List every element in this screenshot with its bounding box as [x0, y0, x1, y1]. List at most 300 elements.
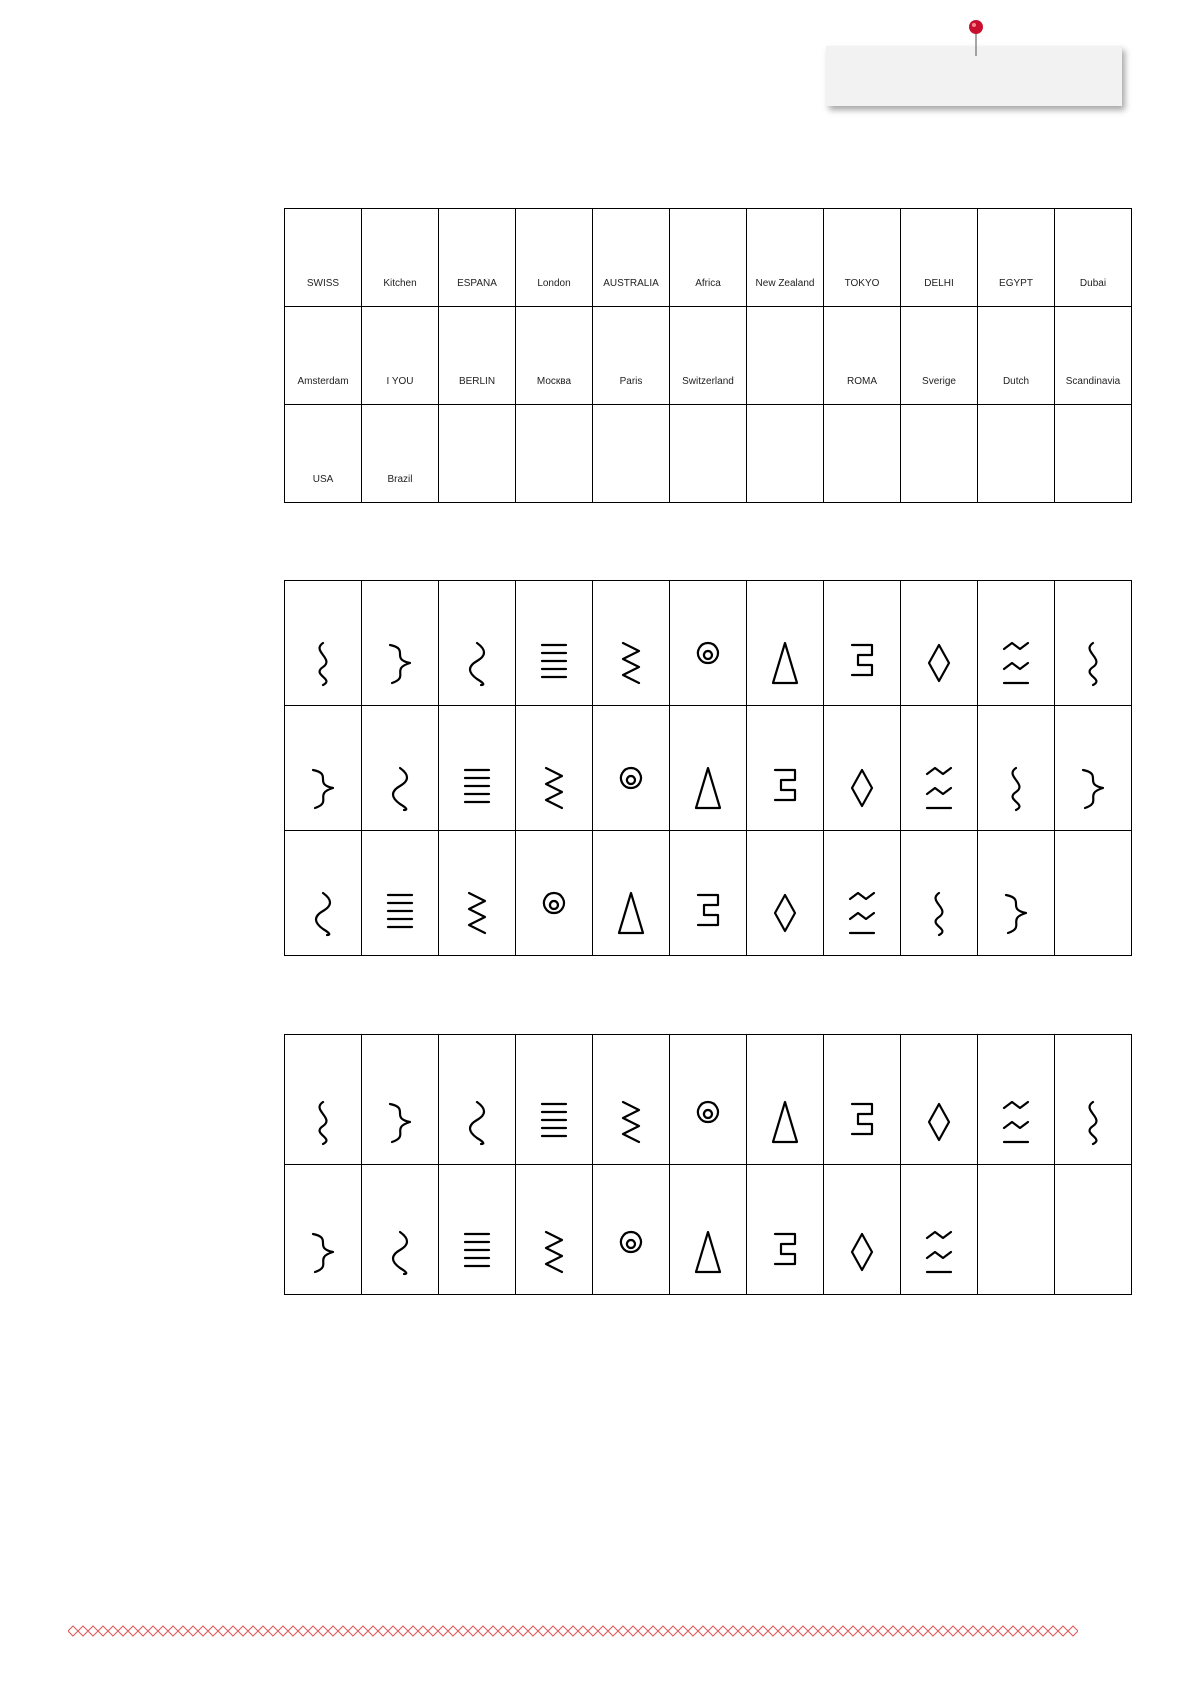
hexagon-chain-icon-path — [619, 893, 643, 933]
diamond-mark — [808, 1626, 818, 1636]
greek-key-icon — [384, 889, 416, 937]
hexagon-chain-icon — [615, 889, 647, 937]
bracket-curl-icon-path — [546, 768, 562, 808]
motif-cell — [824, 1165, 901, 1295]
city-design-cell — [516, 209, 593, 307]
diamond-mark — [688, 1626, 698, 1636]
triangle-chain-icon-path — [469, 893, 485, 933]
city-design-label: Scandinavia — [1065, 376, 1121, 387]
diamond-mark — [478, 1626, 488, 1636]
twin-leaf-icon-path — [927, 768, 951, 808]
step-zigzag-icon-path — [1013, 768, 1020, 810]
heart-loop-icon — [923, 639, 955, 687]
diamond-mark — [948, 1626, 958, 1636]
fan-shell-icon-path — [696, 768, 720, 808]
ornament-cell — [593, 706, 670, 831]
city-design-cell — [978, 405, 1055, 503]
hatch-cross-icon — [692, 1228, 724, 1276]
diamond-mark — [188, 1626, 198, 1636]
diamond-mark — [328, 1626, 338, 1636]
ornament-cell — [670, 706, 747, 831]
diamond-mark — [768, 1626, 778, 1636]
snowflake-flower-icon — [923, 1228, 955, 1276]
diamond-mark — [448, 1626, 458, 1636]
diamond-mark — [198, 1626, 208, 1636]
diamond-mark — [118, 1626, 128, 1636]
diamond-mark — [468, 1626, 478, 1636]
scallop-band-icon-path — [542, 645, 566, 677]
palm-branch-icon — [615, 1098, 647, 1146]
city-design-cell — [747, 307, 824, 405]
diamond-mark — [878, 1626, 888, 1636]
ornament-cell — [978, 706, 1055, 831]
herringbone-icon — [384, 1228, 416, 1276]
city-design-label: Москва — [536, 376, 572, 387]
ornament-cell — [285, 706, 362, 831]
ornament-cell — [362, 831, 439, 956]
leaf-crown-icon-path — [1004, 643, 1028, 683]
city-design-cell — [593, 405, 670, 503]
city-design-cell — [978, 209, 1055, 307]
diamond-mark — [368, 1626, 378, 1636]
city-design-row — [285, 307, 1132, 405]
double-spiral-icon — [307, 764, 339, 812]
city-design-cell — [362, 307, 439, 405]
motif-cell — [593, 1165, 670, 1295]
step-zigzag-icon — [1000, 764, 1032, 812]
half-moon-icon-path — [621, 768, 641, 788]
decorative-diamond-border — [68, 1624, 1078, 1638]
palm-branch-icon-path — [623, 1102, 639, 1142]
diamond-mark — [648, 1626, 658, 1636]
double-spiral-icon-path — [313, 770, 333, 808]
diamond-mark — [158, 1626, 168, 1636]
lattice-oval-icon — [307, 1098, 339, 1146]
bracket-curl-icon — [538, 764, 570, 812]
motif-cell — [1055, 1165, 1132, 1295]
diamond-mark — [1068, 1626, 1078, 1636]
ornament-cell — [516, 706, 593, 831]
motif-cell — [824, 1035, 901, 1165]
city-design-cell — [670, 405, 747, 503]
diamond-mark — [958, 1626, 968, 1636]
bird-branch-icon-path — [470, 1102, 484, 1144]
hatch-cross-icon-path — [696, 1232, 720, 1272]
city-design-cell — [516, 405, 593, 503]
motif-cell — [285, 1165, 362, 1295]
city-design-cell — [1055, 405, 1132, 503]
diamond-mark — [788, 1626, 798, 1636]
diamond-mark — [908, 1626, 918, 1636]
pushpin-icon — [964, 18, 988, 58]
city-design-cell — [1055, 209, 1132, 307]
key-meander-icon — [1077, 1098, 1109, 1146]
ornament-cell — [362, 581, 439, 706]
ornament-cell — [285, 831, 362, 956]
diamond-mark — [208, 1626, 218, 1636]
diamond-mark — [728, 1626, 738, 1636]
city-design-cell — [439, 307, 516, 405]
cross-stitch-icon-path — [852, 1234, 872, 1270]
diamond-mark — [898, 1626, 908, 1636]
ornament-cell — [978, 831, 1055, 956]
tulip-vine-icon — [307, 639, 339, 687]
diamond-mark — [168, 1626, 178, 1636]
paisley-icon — [769, 1228, 801, 1276]
ornament-cell — [901, 831, 978, 956]
diamond-mark — [488, 1626, 498, 1636]
city-design-cell — [824, 307, 901, 405]
city-design-cell — [670, 209, 747, 307]
maze-band-icon-path — [775, 895, 795, 931]
city-design-cell — [901, 209, 978, 307]
diamond-mark — [568, 1626, 578, 1636]
s-curve-icon — [461, 764, 493, 812]
diamond-mark — [378, 1626, 388, 1636]
loop-vine-icon-path — [390, 645, 410, 683]
city-design-label: BERLIN — [458, 376, 496, 387]
city-design-row — [285, 209, 1132, 307]
diamond-mark — [828, 1626, 838, 1636]
city-design-cell — [593, 307, 670, 405]
small-spiral-icon — [1077, 639, 1109, 687]
step-block-icon-path — [1083, 770, 1103, 808]
scallop-band-icon — [538, 639, 570, 687]
maze-bold-icon-path — [936, 893, 943, 935]
greek-key-icon-path — [388, 895, 412, 927]
chevron-step-icon — [461, 1228, 493, 1276]
diamond-mark — [638, 1626, 648, 1636]
open-spiral-icon-path — [393, 768, 407, 810]
diamond-mark — [228, 1626, 238, 1636]
diamond-mark — [98, 1626, 108, 1636]
maze-solid-icon — [1000, 889, 1032, 937]
motif-cell — [593, 1035, 670, 1165]
diamond-mark — [258, 1626, 268, 1636]
diamond-mark — [308, 1626, 318, 1636]
heart-vine-icon-path — [852, 645, 872, 675]
lace-half-icon-path — [773, 1102, 797, 1142]
diamond-mark — [388, 1626, 398, 1636]
diamond-mark — [938, 1626, 948, 1636]
herringbone-icon-path — [393, 1232, 407, 1274]
diamond-mark — [428, 1626, 438, 1636]
diamond-mark — [298, 1626, 308, 1636]
city-design-label: AUSTRALIA — [603, 278, 659, 289]
comb-band-icon-path — [698, 1102, 718, 1122]
motif-cell — [439, 1165, 516, 1295]
diamond-mark — [618, 1626, 628, 1636]
ornament-row — [285, 706, 1132, 831]
city-design-label: USA — [312, 474, 334, 485]
fan-quarter-icon — [538, 1098, 570, 1146]
diamond-mark — [138, 1626, 148, 1636]
chevron-step-icon-path — [465, 1234, 489, 1266]
city-design-label: Amsterdam — [297, 376, 349, 387]
loop-vine-icon — [384, 639, 416, 687]
diamond-link-icon — [538, 889, 570, 937]
diamond-mark — [78, 1626, 88, 1636]
city-design-cell — [439, 209, 516, 307]
city-design-cell — [747, 405, 824, 503]
arrow-stack-icon-path — [313, 1234, 333, 1272]
diamond-mark — [838, 1626, 848, 1636]
diamond-mark — [968, 1626, 978, 1636]
wavy-edge-icon-path — [316, 893, 330, 935]
city-design-cell — [1055, 307, 1132, 405]
diamond-mark — [108, 1626, 118, 1636]
ornament-cell — [747, 831, 824, 956]
diamond-mark — [1008, 1626, 1018, 1636]
city-design-cell — [901, 307, 978, 405]
city-design-cell — [593, 209, 670, 307]
diamond-mark — [998, 1626, 1008, 1636]
curl-pair-icon — [846, 764, 878, 812]
diamond-mark — [748, 1626, 758, 1636]
lattice-oval-icon-path — [320, 1102, 327, 1144]
wavy-edge-icon — [307, 889, 339, 937]
motif-cell — [670, 1165, 747, 1295]
city-design-cell — [747, 209, 824, 307]
city-design-label: DELHI — [924, 278, 954, 289]
flower-stem-icon — [769, 639, 801, 687]
diamond-mark — [548, 1626, 558, 1636]
maze-dense-icon — [846, 889, 878, 937]
heart-loop-icon-path — [929, 645, 949, 681]
ornament-cell — [516, 581, 593, 706]
ornament-cell — [670, 581, 747, 706]
star-pair-icon — [1000, 1098, 1032, 1146]
diamond-mark — [288, 1626, 298, 1636]
diamond-mark — [858, 1626, 868, 1636]
diamond-mark — [598, 1626, 608, 1636]
s-curve-icon-path — [465, 770, 489, 802]
city-design-label: I YOU — [386, 376, 414, 387]
diamond-mark — [708, 1626, 718, 1636]
triangle-chain-icon — [461, 889, 493, 937]
city-design-cell — [824, 209, 901, 307]
diamond-mark — [928, 1626, 938, 1636]
diamond-mark — [1018, 1626, 1028, 1636]
star-pair-icon-path — [1004, 1102, 1028, 1142]
folk-cross-icon — [615, 1228, 647, 1276]
diamond-mark — [268, 1626, 278, 1636]
feather-icon-path — [390, 1104, 410, 1142]
ginkgo-icon-path — [852, 1104, 872, 1134]
city-design-label: EGYPT — [999, 278, 1033, 289]
city-design-label: Dubai — [1079, 278, 1107, 289]
diamond-mark — [738, 1626, 748, 1636]
open-spiral-icon — [384, 764, 416, 812]
cross-stitch-icon — [846, 1228, 878, 1276]
diamond-mark — [628, 1626, 638, 1636]
diamond-mark — [698, 1626, 708, 1636]
diamond-mark — [458, 1626, 468, 1636]
snowflake-flower-icon-path — [927, 1232, 951, 1272]
ornament-cell — [1055, 831, 1132, 956]
motif-cell — [747, 1165, 824, 1295]
diamond-mark — [518, 1626, 528, 1636]
diamond-mark — [868, 1626, 878, 1636]
flower-stem-icon-path — [773, 643, 797, 683]
lightning-zigzag-icon-path — [698, 895, 718, 925]
folk-diamond-icon — [538, 1228, 570, 1276]
city-design-cell — [901, 405, 978, 503]
ornament-cell — [593, 831, 670, 956]
ornament-cell — [901, 581, 978, 706]
city-design-cell — [516, 307, 593, 405]
diamond-mark — [758, 1626, 768, 1636]
city-design-cell — [824, 405, 901, 503]
diamond-mark — [558, 1626, 568, 1636]
motif-cell — [978, 1165, 1055, 1295]
diamond-mark — [848, 1626, 858, 1636]
heart-vine-icon — [846, 639, 878, 687]
leaf-sprout-icon-path — [775, 770, 795, 800]
diamond-mark — [128, 1626, 138, 1636]
ornament-cell — [1055, 706, 1132, 831]
diamond-mark — [678, 1626, 688, 1636]
diamond-mark — [438, 1626, 448, 1636]
diamond-mark — [498, 1626, 508, 1636]
small-spiral-icon-path — [1090, 643, 1097, 685]
motif-cell — [516, 1165, 593, 1295]
motif-row — [285, 1165, 1132, 1295]
diamond-mark — [658, 1626, 668, 1636]
curl-pair-icon-path — [852, 770, 872, 806]
twin-leaf-icon — [923, 764, 955, 812]
diamond-mark — [588, 1626, 598, 1636]
motif-cell — [901, 1165, 978, 1295]
diamond-mark — [358, 1626, 368, 1636]
lace-half-icon — [769, 1098, 801, 1146]
ornament-cell — [439, 706, 516, 831]
diamond-mark — [508, 1626, 518, 1636]
ornament-cell — [824, 706, 901, 831]
city-design-cell — [978, 307, 1055, 405]
ornament-cell — [1055, 581, 1132, 706]
city-design-cell — [362, 405, 439, 503]
diamond-mark — [528, 1626, 538, 1636]
diamond-mark — [178, 1626, 188, 1636]
folk-cross-icon-path — [621, 1232, 641, 1252]
city-design-row — [285, 405, 1132, 503]
city-design-cell — [670, 307, 747, 405]
city-design-cell — [285, 209, 362, 307]
arrow-stack-icon — [307, 1228, 339, 1276]
diamond-mark — [1058, 1626, 1068, 1636]
diamond-mark — [338, 1626, 348, 1636]
ginkgo-icon — [846, 1098, 878, 1146]
diamond-mark — [888, 1626, 898, 1636]
coil-spring-icon-path — [698, 643, 718, 663]
maze-solid-icon-path — [1006, 895, 1026, 933]
city-design-label: Sverige — [922, 376, 956, 387]
city-design-label: ESPAÑA — [457, 278, 497, 289]
ornament-cell — [362, 706, 439, 831]
city-design-label: New Zealand — [755, 278, 815, 289]
city-design-label: TOKYO — [844, 278, 880, 289]
ornament-cell — [439, 581, 516, 706]
motif-stitch-table — [284, 1034, 1132, 1295]
maze-band-icon — [769, 889, 801, 937]
motif-cell — [1055, 1035, 1132, 1165]
diamond-mark — [1038, 1626, 1048, 1636]
lightning-zigzag-icon — [692, 889, 724, 937]
diamond-mark — [68, 1626, 78, 1636]
motif-cell — [285, 1035, 362, 1165]
ornament-cell — [439, 831, 516, 956]
diamond-mark — [348, 1626, 358, 1636]
city-design-cell — [285, 405, 362, 503]
ornament-cell — [516, 831, 593, 956]
diamond-mark — [988, 1626, 998, 1636]
motif-row — [285, 1035, 1132, 1165]
maze-bold-icon — [923, 889, 955, 937]
city-design-label: ROMA — [847, 376, 877, 387]
city-design-table — [284, 208, 1132, 503]
motif-cell — [747, 1035, 824, 1165]
diamond-mark — [718, 1626, 728, 1636]
diamond-link-icon-path — [544, 893, 564, 913]
diamond-mark — [218, 1626, 228, 1636]
loop-curl-icon-path — [470, 643, 484, 685]
diamond-mark — [418, 1626, 428, 1636]
ornament-cell — [670, 831, 747, 956]
solid-border-icon — [923, 1098, 955, 1146]
diamond-mark — [668, 1626, 678, 1636]
motif-cell — [362, 1035, 439, 1165]
fan-shell-icon — [692, 764, 724, 812]
diamond-mark — [608, 1626, 618, 1636]
city-design-label: Africa — [695, 278, 721, 289]
leaf-crown-icon — [1000, 639, 1032, 687]
ornament-cell — [978, 581, 1055, 706]
motif-cell — [516, 1035, 593, 1165]
diamond-mark — [578, 1626, 588, 1636]
city-design-cell — [439, 405, 516, 503]
half-moon-icon — [615, 764, 647, 812]
ornament-cell — [285, 581, 362, 706]
diamond-mark — [318, 1626, 328, 1636]
diamond-mark — [408, 1626, 418, 1636]
wave-column-icon-path — [623, 643, 639, 683]
ornament-cell — [824, 831, 901, 956]
motif-cell — [362, 1165, 439, 1295]
bird-branch-icon — [461, 1098, 493, 1146]
feather-icon — [384, 1098, 416, 1146]
diamond-mark — [398, 1626, 408, 1636]
motif-cell — [901, 1035, 978, 1165]
motif-cell — [670, 1035, 747, 1165]
ornament-cell — [901, 706, 978, 831]
city-design-cell — [362, 209, 439, 307]
diamond-mark — [918, 1626, 928, 1636]
leaf-sprout-icon — [769, 764, 801, 812]
fan-quarter-icon-path — [542, 1104, 566, 1136]
ornament-cell — [824, 581, 901, 706]
city-design-label: Dutch — [1002, 376, 1030, 387]
maze-dense-icon-path — [850, 893, 874, 933]
city-design-cell — [285, 307, 362, 405]
diamond-mark — [1048, 1626, 1058, 1636]
folk-diamond-icon-path — [546, 1232, 562, 1272]
city-design-label: Switzerland — [682, 376, 734, 387]
coil-spring-icon — [692, 639, 724, 687]
city-design-label: Brazil — [387, 474, 413, 485]
step-block-icon — [1077, 764, 1109, 812]
ornament-stitch-table — [284, 580, 1132, 956]
